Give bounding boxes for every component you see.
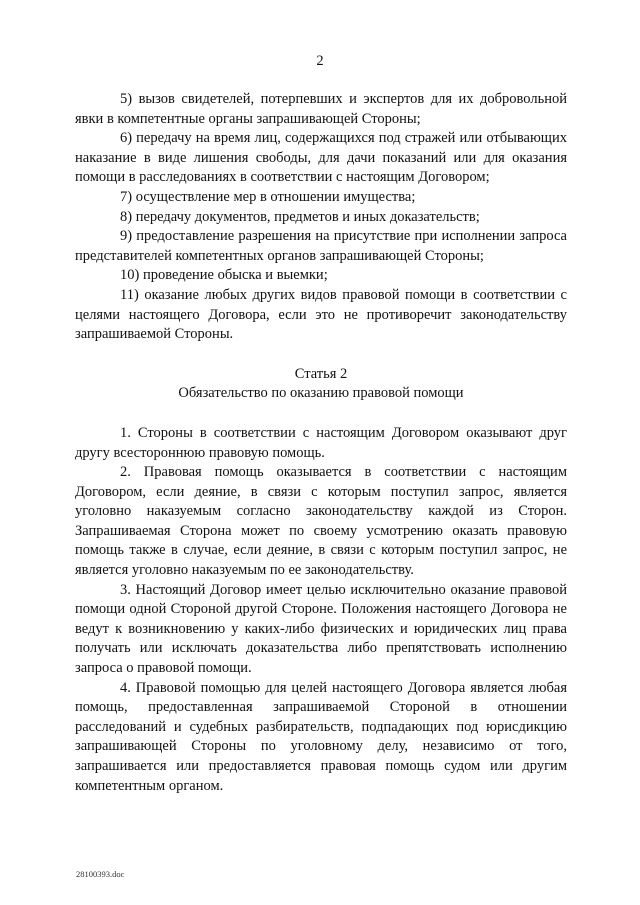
page-number: 2 (316, 53, 324, 69)
article-heading: Обязательство по оказанию правовой помощи (178, 385, 464, 402)
article-paragraph: 4. Правовой помощью для целей настоящего Договора является любая помощь, предоставленная запрашиваемой Стороной в отношении расследований и судебных разбирательств, подпадающих под юрисдикцию запрашивающей Стороны по уголовному делу, независимо от того, запрашивается или предоставляется правовая помощь судом или другим компетентным органом. (75, 679, 567, 794)
list-item: 5) вызов свидетелей, потерпевших и экспертов для их добровольной явки в компетентные органы запрашивающей Стороны; (75, 91, 567, 127)
list-item: 9) предоставление разрешения на присутствие при исполнении запроса представителей компетентных органов запрашивающей Стороны; (75, 228, 567, 264)
list-item: 6) передачу на время лиц, содержащихся под стражей или отбывающих наказание в виде лишения свободы, для дачи показаний или для оказания помощи в расследованиях в соответствии с настоящим Договором; (75, 130, 567, 186)
list-item: 11) оказание любых других видов правовой помощи в соответствии с целями настоящего Договора, если это не противоречит законодательству запрашиваемой Стороны. (75, 286, 567, 343)
article-paragraph: 3. Настоящий Договор имеет целью исключительно оказание правовой помощи одной Стороной другой Стороне. Положения настоящего Договора не ведут к возникновению у каких-либо физических и юридических лиц права получать или исключать доказательства либо препятствовать исполнению запроса о правовой помощи. (75, 581, 567, 677)
list-item: 10) проведение обыска и выемки; (120, 267, 328, 284)
article-title: Статья 2 (294, 365, 348, 382)
article-paragraph: 1. Стороны в соответствии с настоящим Договором оказывают друг другу всестороннюю правовую помощь. (75, 424, 567, 461)
list-item: 8) передачу документов, предметов и иных доказательств; (120, 208, 480, 225)
document-body (75, 90, 567, 796)
article-paragraph: 2. Правовая помощь оказывается в соответствии с настоящим Договором, если деяние, в связи с которым поступил запрос, является уголовно наказуемым согласно законодательству каждой из Сторон. Запрашиваемая Сторона может по своему усмотрению оказать правовую помощь также в случае, если деяние, в связи с которым поступил запрос, не является уголовно наказуемым по ее законодательству. (75, 464, 567, 579)
list-item: 7) осуществление мер в отношении имущества; (120, 188, 416, 205)
document-filename: 28100393.doc (76, 869, 125, 879)
